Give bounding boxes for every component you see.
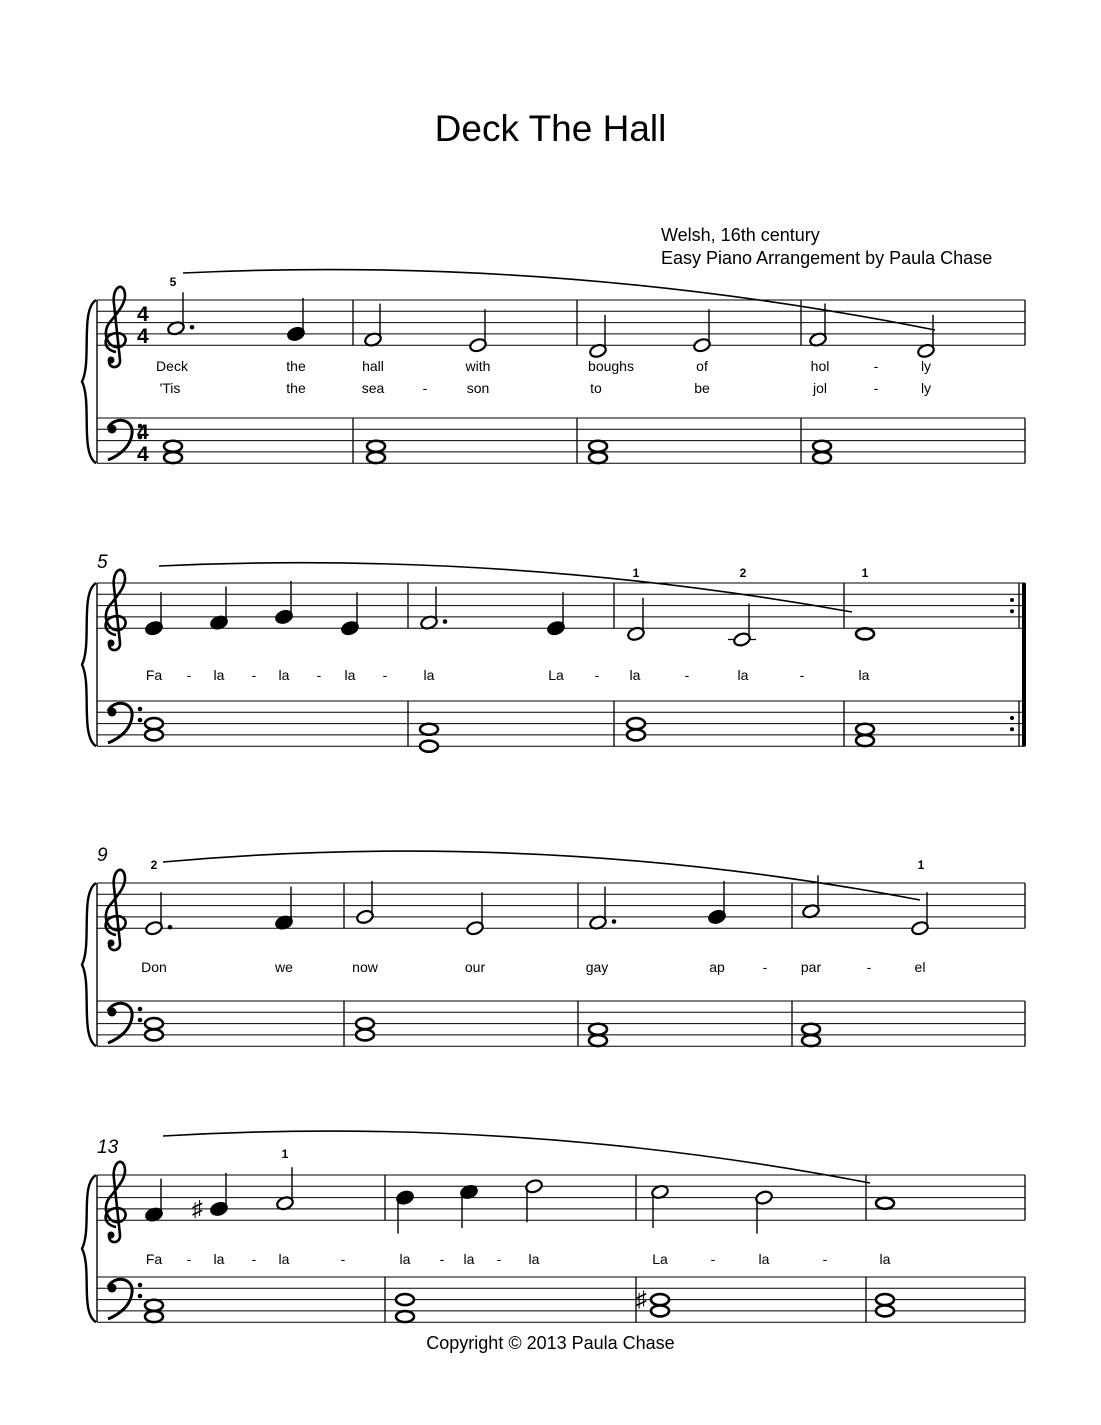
sharp-sign: ♯ bbox=[636, 1286, 647, 1312]
chord-note-head bbox=[145, 718, 163, 729]
chord-note-head bbox=[164, 452, 182, 463]
bass-clef-dot bbox=[138, 1283, 143, 1288]
lyric-syllable: la bbox=[629, 667, 641, 683]
lyric-syllable: - bbox=[186, 667, 192, 683]
chord-note-head bbox=[856, 724, 874, 735]
chord-note-head bbox=[145, 1018, 163, 1029]
chord-note-head bbox=[420, 724, 438, 735]
measure-number: 9 bbox=[97, 845, 108, 866]
note-head bbox=[876, 1198, 894, 1209]
lyric-syllable: - bbox=[340, 1251, 346, 1267]
bass-clef-ball bbox=[108, 1008, 117, 1017]
arranger-credit: Easy Piano Arrangement by Paula Chase bbox=[661, 248, 993, 268]
chord-note-head bbox=[802, 1024, 820, 1035]
chord-note-head bbox=[627, 729, 645, 740]
phrase-slur bbox=[159, 563, 852, 612]
treble-clef-icon bbox=[106, 570, 126, 650]
time-signature-top: 4 bbox=[137, 421, 149, 444]
lyric-syllable: Fa bbox=[145, 667, 163, 683]
lyric-syllable: - bbox=[186, 1251, 192, 1267]
lyric-syllable: - bbox=[684, 667, 690, 683]
lyric-syllable: ly bbox=[920, 358, 932, 374]
chord-note-head bbox=[813, 452, 831, 463]
lyric-syllable: - bbox=[710, 1251, 716, 1267]
lyric-syllable: 'Tis bbox=[159, 380, 181, 396]
lyric-syllable: Fa bbox=[145, 1251, 163, 1267]
fingering-number: 5 bbox=[169, 275, 177, 289]
lyric-syllable: - bbox=[594, 667, 600, 683]
chord-note-head bbox=[651, 1305, 669, 1316]
lyric-syllable: la bbox=[528, 1251, 540, 1267]
augmentation-dot bbox=[612, 919, 617, 924]
treble-clef-icon bbox=[106, 287, 126, 367]
lyric-syllable: la bbox=[423, 667, 435, 683]
system-brace bbox=[82, 583, 96, 746]
lyric-syllable: Don bbox=[141, 959, 167, 975]
chord-note-head bbox=[627, 718, 645, 729]
chord-note-head bbox=[813, 441, 831, 452]
lyric-syllable: to bbox=[590, 380, 602, 396]
lyric-syllable: - bbox=[496, 1251, 502, 1267]
fingering-number: 1 bbox=[632, 566, 640, 580]
lyric-syllable: ly bbox=[920, 380, 932, 396]
lyric-syllable: - bbox=[251, 1251, 257, 1267]
lyric-syllable: - bbox=[822, 1251, 828, 1267]
system-brace bbox=[82, 1175, 96, 1322]
chord-note-head bbox=[802, 1035, 820, 1046]
lyric-syllable: - bbox=[439, 1251, 445, 1267]
lyric-syllable: we bbox=[275, 959, 293, 975]
bass-clef-dot bbox=[138, 1018, 143, 1023]
lyric-syllable: la bbox=[463, 1251, 475, 1267]
lyric-syllable: of bbox=[696, 358, 708, 374]
treble-clef-path bbox=[106, 870, 126, 950]
augmentation-dot bbox=[190, 325, 195, 330]
chord-note-head bbox=[589, 441, 607, 452]
lyric-syllable: the bbox=[286, 380, 306, 396]
lyric-syllable: son bbox=[466, 380, 490, 396]
lyric-syllable: - bbox=[873, 380, 879, 396]
lyric-syllable: la bbox=[213, 667, 225, 683]
composer-origin: Welsh, 16th century bbox=[661, 225, 820, 245]
lyric-syllable: la bbox=[879, 1251, 891, 1267]
copyright-notice: Copyright © 2013 Paula Chase bbox=[426, 1333, 675, 1353]
lyric-syllable: la bbox=[278, 1251, 290, 1267]
fingering-number: 2 bbox=[739, 566, 747, 580]
lyric-syllable: la bbox=[737, 667, 749, 683]
phrase-slur bbox=[163, 851, 920, 900]
repeat-dot bbox=[1010, 716, 1014, 720]
chord-note-head bbox=[651, 1294, 669, 1305]
chord-note-head bbox=[145, 1029, 163, 1040]
treble-clef-dot bbox=[108, 640, 115, 647]
treble-clef-icon bbox=[106, 1162, 126, 1242]
lyric-syllable: la bbox=[278, 667, 290, 683]
treble-clef-path bbox=[106, 570, 126, 650]
bass-clef-dot bbox=[138, 1007, 143, 1012]
bass-clef-ball bbox=[108, 708, 117, 717]
lyric-syllable: the bbox=[286, 358, 306, 374]
lyric-syllable: - bbox=[866, 959, 872, 975]
lyric-syllable: sea bbox=[361, 380, 385, 396]
lyric-syllable: boughs bbox=[588, 358, 634, 374]
lyric-syllable: Deck bbox=[156, 358, 188, 374]
chord-note-head bbox=[396, 1311, 414, 1322]
lyric-syllable: our bbox=[464, 959, 486, 975]
system-brace bbox=[82, 883, 96, 1046]
chord-note-head bbox=[356, 1018, 374, 1029]
measure-number: 13 bbox=[97, 1137, 119, 1158]
fingering-number: 1 bbox=[281, 1147, 289, 1161]
lyric-syllable: La bbox=[548, 667, 564, 683]
chord-note-head bbox=[396, 1294, 414, 1305]
augmentation-dot bbox=[168, 925, 173, 930]
bass-clef-dot bbox=[138, 718, 143, 723]
lyric-syllable: la bbox=[399, 1251, 411, 1267]
treble-clef-dot bbox=[108, 940, 115, 947]
chord-note-head bbox=[876, 1294, 894, 1305]
lyric-syllable: - bbox=[316, 667, 322, 683]
chord-note-head bbox=[589, 1035, 607, 1046]
lyric-syllable: be bbox=[694, 380, 710, 396]
fingering-number: 1 bbox=[861, 566, 869, 580]
treble-clef-path bbox=[106, 1162, 126, 1242]
chord-note-head bbox=[367, 452, 385, 463]
lyric-syllable: ap bbox=[709, 959, 725, 975]
bass-clef-dot bbox=[138, 1294, 143, 1299]
bass-clef-dot bbox=[138, 707, 143, 712]
chord-note-head bbox=[356, 1029, 374, 1040]
lyric-syllable: with bbox=[465, 358, 491, 374]
lyric-syllable: la bbox=[213, 1251, 225, 1267]
bass-clef-ball bbox=[108, 425, 117, 434]
chord-note-head bbox=[145, 1300, 163, 1311]
lyric-syllable: hol bbox=[810, 358, 830, 374]
chord-note-head bbox=[589, 1024, 607, 1035]
augmentation-dot bbox=[443, 619, 448, 624]
chord-note-head bbox=[420, 741, 438, 752]
lyric-syllable: la bbox=[344, 667, 356, 683]
lyric-syllable: hall bbox=[362, 358, 384, 374]
lyric-syllable: jol bbox=[812, 380, 828, 396]
lyric-syllable: - bbox=[799, 667, 805, 683]
chord-note-head bbox=[145, 1311, 163, 1322]
time-signature-top: 4 bbox=[137, 303, 149, 326]
chord-note-head bbox=[164, 441, 182, 452]
lyric-syllable: - bbox=[762, 959, 768, 975]
fingering-number: 1 bbox=[917, 858, 925, 872]
lyric-syllable: par bbox=[800, 959, 822, 975]
treble-clef-dot bbox=[108, 1232, 115, 1239]
lyric-syllable: la bbox=[858, 667, 870, 683]
bass-clef-ball bbox=[108, 1284, 117, 1293]
time-signature-bottom: 4 bbox=[137, 325, 149, 348]
lyric-syllable: - bbox=[873, 358, 879, 374]
treble-clef-path bbox=[106, 287, 126, 367]
chord-note-head bbox=[876, 1305, 894, 1316]
chord-note-head bbox=[367, 441, 385, 452]
chord-note-head bbox=[856, 735, 874, 746]
lyric-syllable: - bbox=[422, 380, 428, 396]
note-head bbox=[856, 628, 874, 639]
lyric-syllable: La bbox=[652, 1251, 668, 1267]
repeat-dot bbox=[1010, 598, 1014, 602]
chord-note-head bbox=[589, 452, 607, 463]
lyric-syllable: la bbox=[758, 1251, 770, 1267]
treble-clef-dot bbox=[108, 357, 115, 364]
lyric-syllable: now bbox=[352, 959, 378, 975]
lyric-syllable: - bbox=[382, 667, 388, 683]
repeat-dot bbox=[1010, 727, 1014, 731]
repeat-dot bbox=[1010, 609, 1014, 613]
measure-number: 5 bbox=[97, 552, 108, 573]
lyric-syllable: - bbox=[251, 667, 257, 683]
system-brace bbox=[82, 300, 96, 463]
treble-clef-icon bbox=[106, 870, 126, 950]
page-title: Deck The Hall bbox=[434, 108, 667, 149]
time-signature-bottom: 4 bbox=[137, 443, 149, 466]
lyric-syllable: el bbox=[914, 959, 926, 975]
fingering-number: 2 bbox=[150, 858, 158, 872]
sharp-sign: ♯ bbox=[192, 1195, 203, 1221]
lyric-syllable: gay bbox=[585, 959, 609, 975]
chord-note-head bbox=[145, 729, 163, 740]
